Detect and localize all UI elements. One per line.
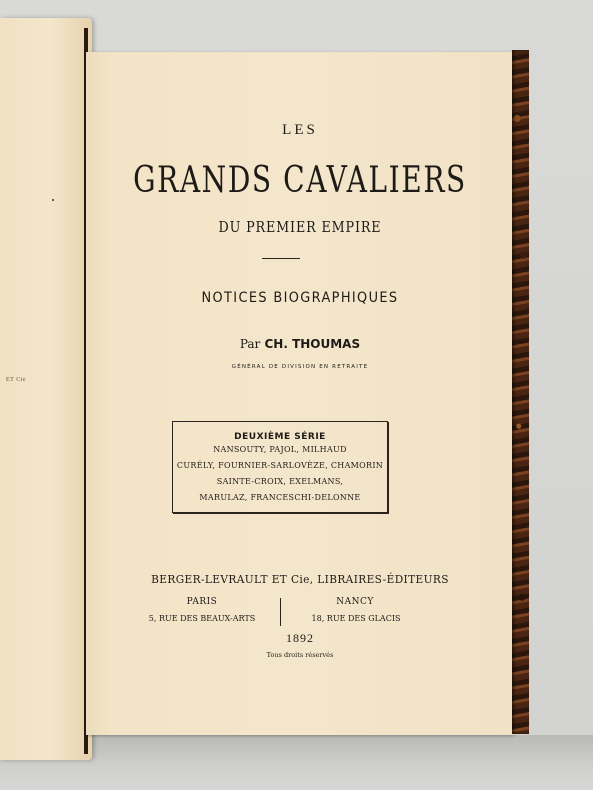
title-les: LES: [282, 122, 318, 138]
series-box: [172, 421, 388, 513]
left-page-mark: [52, 199, 54, 201]
subtitle: DU PREMIER EMPIRE: [218, 218, 382, 236]
address-divider: [280, 598, 281, 626]
left-page: [0, 18, 92, 760]
series-title: DEUXIÈME SÉRIE: [234, 432, 326, 442]
series-line: CURÉLY, FOURNIER-SARLOVÈZE, CHAMORIN: [176, 461, 384, 470]
marbled-board: [512, 50, 529, 734]
nancy-address: 18, RUE DES GLACIS: [311, 614, 401, 623]
series-line: NANSOUTY, PAJOL, MILHAUD: [213, 445, 347, 454]
author-name: CH. THOUMAS: [264, 337, 361, 351]
notices-heading: NOTICES BIOGRAPHIQUES: [201, 290, 399, 306]
paris-address: 5, RUE DES BEAUX-ARTS: [148, 614, 256, 623]
series-line: SAINTE-CROIX, EXELMANS,: [216, 477, 344, 486]
publisher: BERGER-LEVRAULT ET Cie, LIBRAIRES-ÉDITEURS: [151, 572, 449, 586]
publication-year: 1892: [286, 631, 314, 645]
title-main: GRANDS CAVALIERS: [133, 160, 467, 201]
author-rank: GÉNÉRAL DE DIVISION EN RETRAITE: [231, 364, 369, 370]
paris-city: PARIS: [186, 597, 218, 607]
series-line: MARULAZ, FRANCESCHI-DELONNE: [199, 493, 361, 502]
author-prefix: Par: [239, 337, 261, 351]
nancy-city: NANCY: [336, 597, 374, 607]
author-line: [86, 337, 514, 351]
title-rule: [262, 258, 300, 259]
left-page-fragment: ET Cie: [6, 377, 27, 383]
rights-notice: Tous droits réservés: [266, 651, 334, 659]
